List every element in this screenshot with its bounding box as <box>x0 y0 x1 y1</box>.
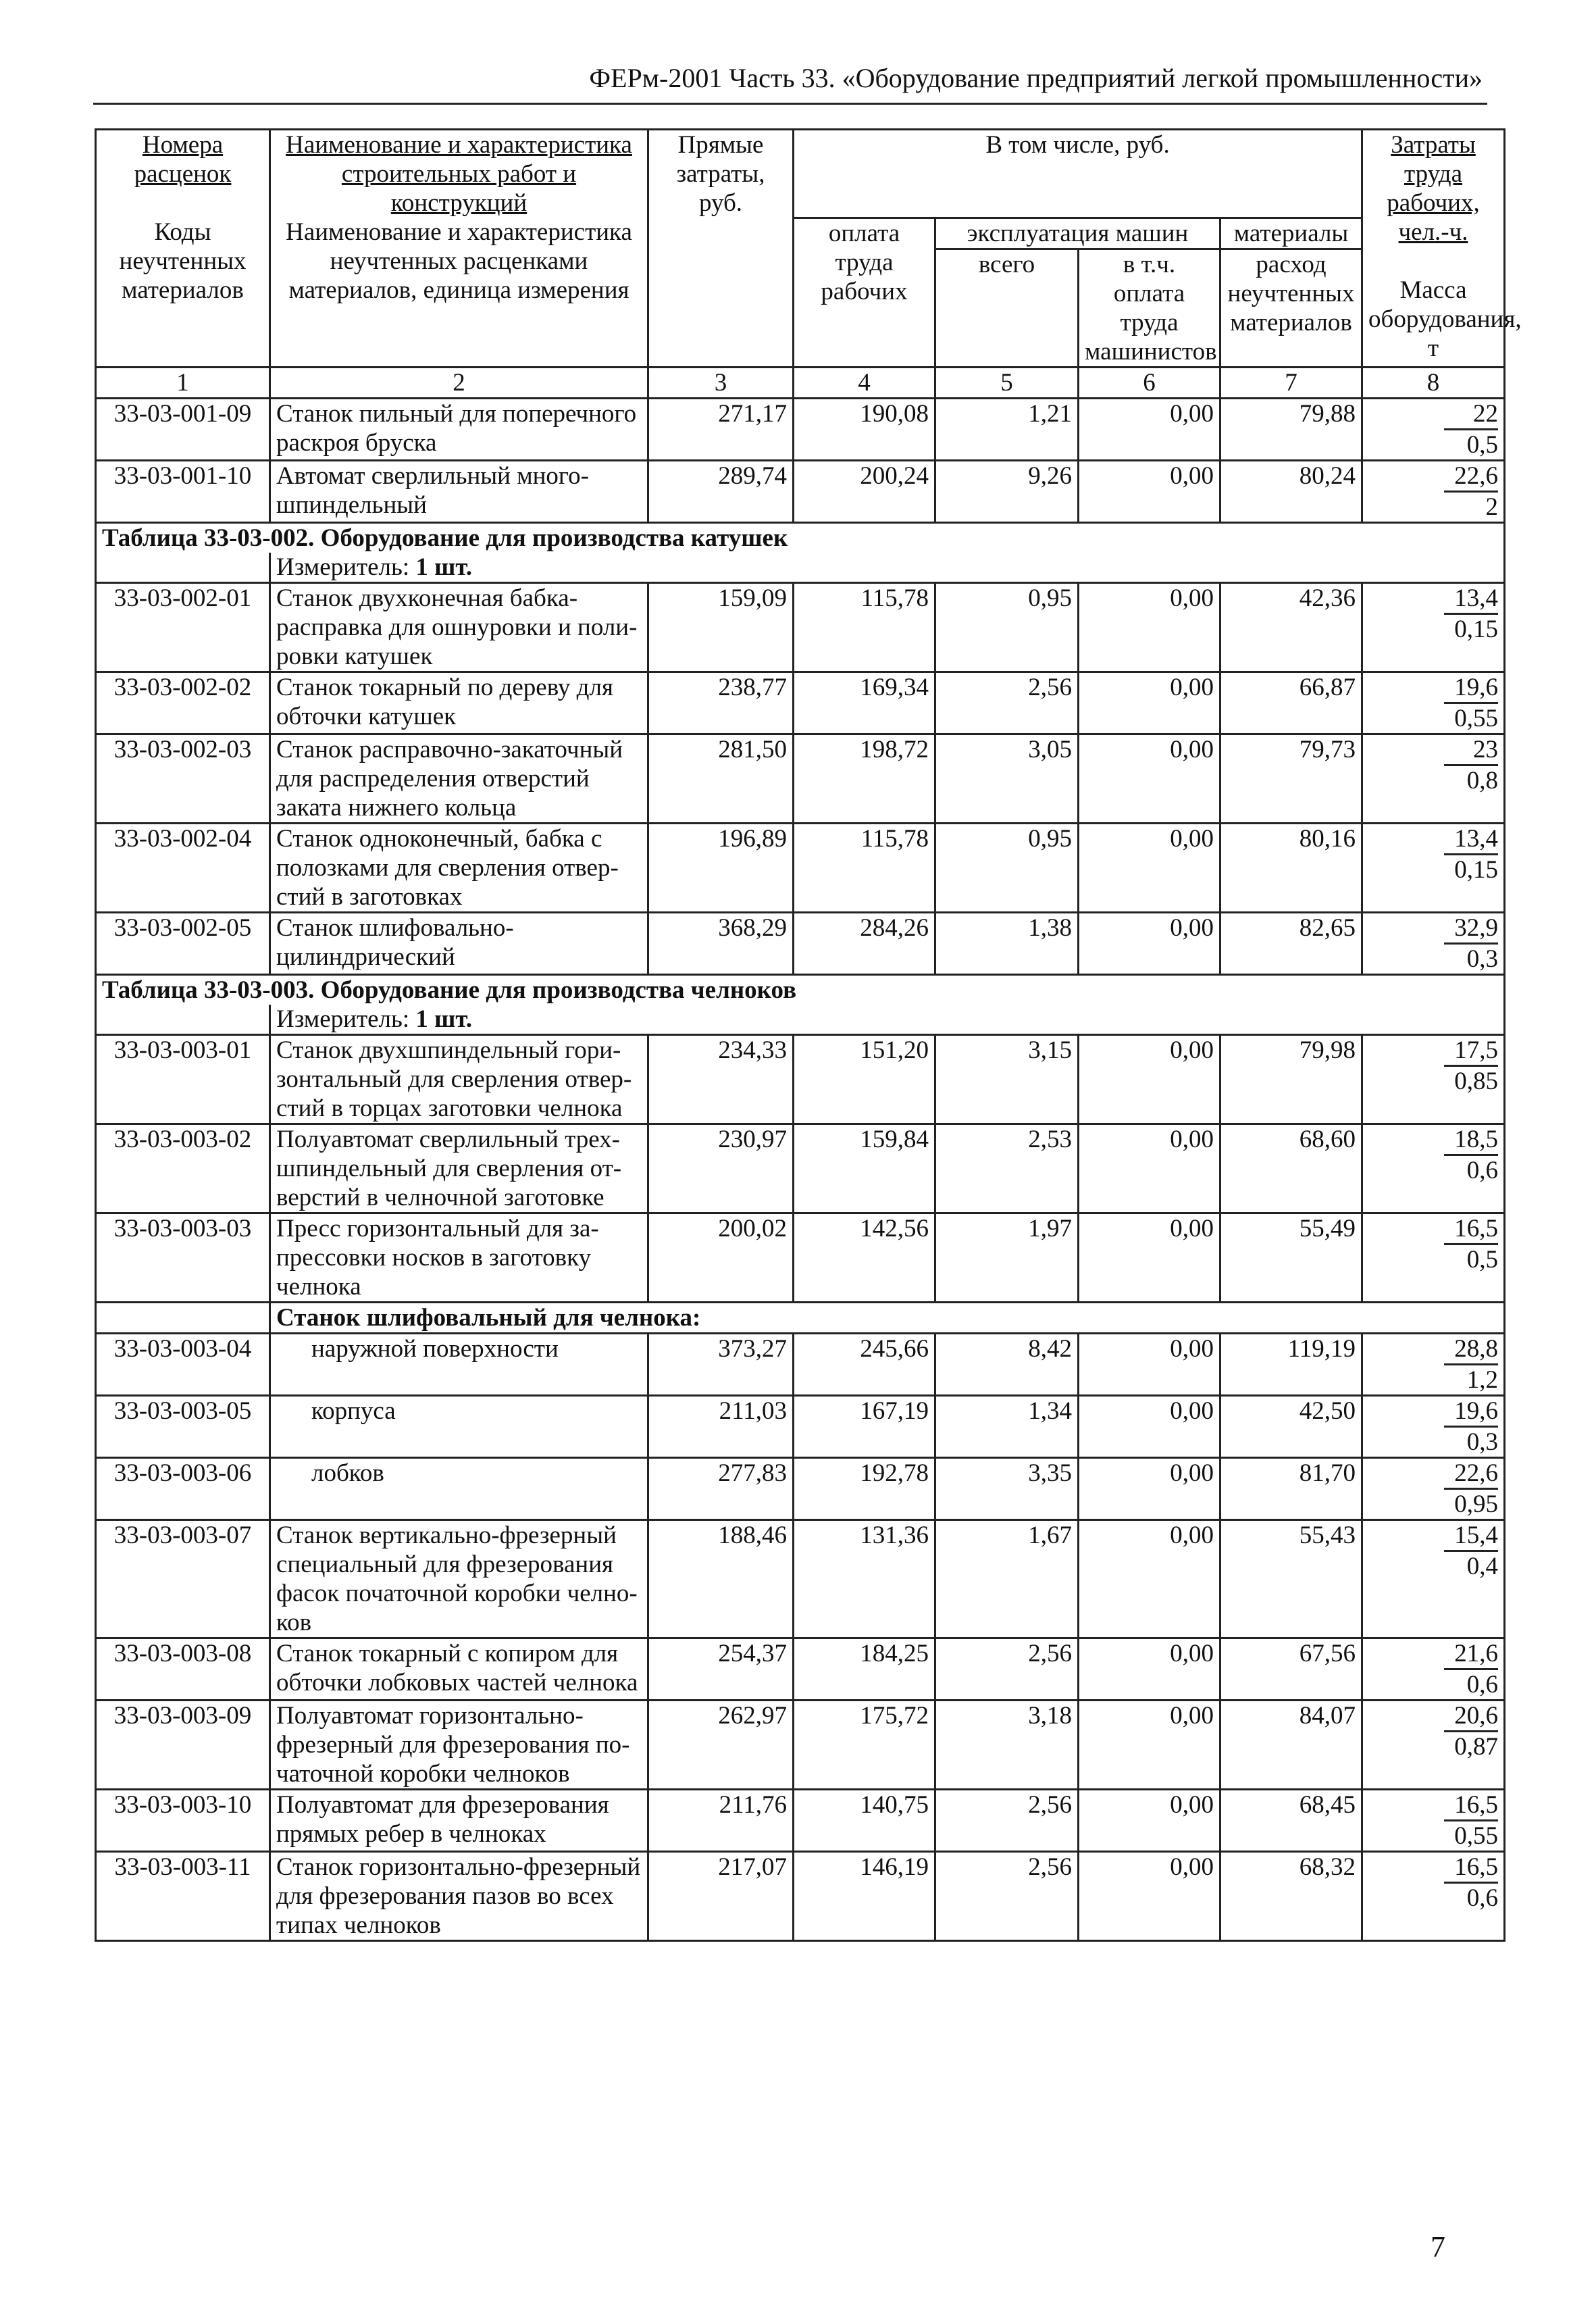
rate-code: 33-03-003-04 <box>96 1333 270 1395</box>
table-title: Таблица 33-03-003. Оборудование для производства челноков <box>96 974 1505 1005</box>
direct-cost: 230,97 <box>648 1124 794 1213</box>
header-row-1 <box>96 130 1505 218</box>
header-direct-costs: Прямые затраты, руб. <box>648 130 794 368</box>
labor-hours: 19,6 <box>1444 673 1498 704</box>
work-name-line: Полуавтомат для фрезерования <box>276 1790 609 1819</box>
column-number: 8 <box>1362 367 1505 398</box>
labor-mass <box>1362 1395 1505 1457</box>
work-name-line: стий в торцах заготовки челнока <box>276 1094 623 1122</box>
work-name-line: обточки лобковых частей челнока <box>276 1668 638 1696</box>
equipment-mass: 0,3 <box>1466 945 1499 973</box>
labor-mass <box>1362 1124 1505 1213</box>
materials-cost: 81,70 <box>1220 1457 1362 1519</box>
materials-cost: 80,16 <box>1220 823 1362 912</box>
equipment-mass: 0,6 <box>1466 1156 1499 1184</box>
header-rate-numbers: Номера расценок <box>96 130 270 218</box>
meter <box>270 553 1505 583</box>
work-name-line: Станок расправочно-закаточный <box>276 735 623 763</box>
rate-code: 33-03-003-05 <box>96 1395 270 1457</box>
rate-code: 33-03-003-07 <box>96 1519 270 1638</box>
rate-code: 33-03-002-05 <box>96 912 270 974</box>
header-material-codes: Коды неучтенных материалов <box>96 218 270 367</box>
labor-mass <box>1362 398 1505 460</box>
labor-mass <box>1362 823 1505 912</box>
materials-cost: 66,87 <box>1220 672 1362 734</box>
equipment-mass: 0,85 <box>1454 1067 1499 1095</box>
operators-cost: 0,00 <box>1079 1395 1220 1457</box>
labor-mass <box>1362 1457 1505 1519</box>
labor-hours: 17,5 <box>1444 1036 1498 1067</box>
labor-hours: 22,6 <box>1444 1459 1498 1490</box>
machines-cost: 3,15 <box>935 1034 1079 1124</box>
work-name <box>270 1457 648 1519</box>
work-name-line: шпиндельный <box>276 491 427 519</box>
work-name-line: зонтальный для сверления отвер- <box>276 1065 632 1093</box>
equipment-mass: 0,3 <box>1466 1428 1499 1456</box>
machines-cost: 9,26 <box>935 460 1079 522</box>
materials-cost: 42,36 <box>1220 582 1362 672</box>
materials-cost: 79,73 <box>1220 734 1362 823</box>
work-name-line: Полуавтомат сверлильный трех- <box>276 1125 621 1153</box>
materials-cost: 68,60 <box>1220 1124 1362 1213</box>
table-row <box>96 582 1505 672</box>
machines-cost: 2,56 <box>935 1789 1079 1851</box>
work-name-line: заката нижнего кольца <box>276 793 517 822</box>
labor-mass <box>1362 1333 1505 1395</box>
rate-code: 33-03-002-03 <box>96 734 270 823</box>
work-name-line: фасок початочной коробки челно- <box>276 1579 638 1607</box>
machines-cost: 8,42 <box>935 1333 1079 1395</box>
work-name-line: для распределения отверстий <box>276 764 590 793</box>
work-name <box>270 460 648 522</box>
wage-cost: 131,36 <box>794 1519 935 1638</box>
direct-cost: 200,02 <box>648 1213 794 1302</box>
direct-cost: 196,89 <box>648 823 794 912</box>
header-labor-mass: Затраты труда рабочих, чел.-ч. Масса оборудования, т <box>1362 130 1505 368</box>
direct-cost: 289,74 <box>648 460 794 522</box>
rate-code: 33-03-003-06 <box>96 1457 270 1519</box>
work-name-line: Станок токарный по дереву для <box>276 673 613 701</box>
rate-code: 33-03-003-11 <box>96 1851 270 1940</box>
materials-cost: 79,98 <box>1220 1034 1362 1124</box>
equipment-mass: 0,6 <box>1466 1670 1499 1699</box>
rate-code: 33-03-002-01 <box>96 582 270 672</box>
materials-cost: 68,32 <box>1220 1851 1362 1940</box>
table-row <box>96 460 1505 522</box>
meter-label: Измеритель: <box>276 1005 410 1033</box>
work-name-line: полозками для сверления отвер- <box>276 853 619 882</box>
work-name-line: корпуса <box>311 1397 396 1425</box>
work-name <box>270 1213 648 1302</box>
table-003-title-row <box>96 974 1505 1005</box>
direct-cost: 271,17 <box>648 398 794 460</box>
rate-code: 33-03-003-03 <box>96 1213 270 1302</box>
table-row <box>96 1851 1505 1940</box>
labor-hours: 16,5 <box>1444 1853 1498 1884</box>
wage-cost: 167,19 <box>794 1395 935 1457</box>
wage-cost: 175,72 <box>794 1700 935 1789</box>
labor-hours: 16,5 <box>1444 1214 1498 1245</box>
materials-cost: 42,50 <box>1220 1395 1362 1457</box>
direct-cost: 262,97 <box>648 1700 794 1789</box>
machines-cost: 3,05 <box>935 734 1079 823</box>
work-name <box>270 1700 648 1789</box>
machines-cost: 1,97 <box>935 1213 1079 1302</box>
work-name-line: стий в заготовках <box>276 882 463 911</box>
table-row <box>96 1789 1505 1851</box>
work-name-line: раскроя бруска <box>276 428 437 457</box>
labor-mass <box>1362 1789 1505 1851</box>
wage-cost: 192,78 <box>794 1457 935 1519</box>
labor-hours: 19,6 <box>1444 1397 1498 1428</box>
table-row <box>96 1395 1505 1457</box>
work-name-line: Станок двухшпиндельный гори- <box>276 1036 621 1064</box>
machines-cost: 0,95 <box>935 582 1079 672</box>
equipment-mass: 0,15 <box>1454 615 1499 643</box>
wage-cost: 198,72 <box>794 734 935 823</box>
work-name <box>270 1034 648 1124</box>
work-name-line: расправка для ошнуровки и поли- <box>276 613 638 641</box>
rate-code: 33-03-003-09 <box>96 1700 270 1789</box>
meter-value: 1 шт. <box>415 1005 473 1033</box>
operators-cost: 0,00 <box>1079 672 1220 734</box>
work-name-line: для фрезерования пазов во всех <box>276 1882 614 1910</box>
labor-hours: 28,8 <box>1444 1334 1498 1365</box>
work-name-line: фрезерный для фрезерования по- <box>276 1730 630 1759</box>
wage-cost: 190,08 <box>794 398 935 460</box>
materials-cost: 80,24 <box>1220 460 1362 522</box>
machines-cost: 0,95 <box>935 823 1079 912</box>
materials-cost: 79,88 <box>1220 398 1362 460</box>
labor-hours: 32,9 <box>1444 913 1498 945</box>
direct-cost: 234,33 <box>648 1034 794 1124</box>
table-row <box>96 398 1505 460</box>
rate-code: 33-03-002-02 <box>96 672 270 734</box>
operators-cost: 0,00 <box>1079 823 1220 912</box>
column-number: 7 <box>1220 367 1362 398</box>
subheading-row <box>96 1302 1505 1333</box>
header-material-names: Наименование и характеристика неучтенных расценками материалов, единица измерения <box>270 218 648 367</box>
work-name <box>270 1851 648 1940</box>
direct-cost: 281,50 <box>648 734 794 823</box>
work-name-line: челнока <box>276 1272 361 1301</box>
operators-cost: 0,00 <box>1079 1789 1220 1851</box>
equipment-mass: 0,15 <box>1454 855 1499 884</box>
work-name-line: Пресс горизонтальный для за- <box>276 1214 599 1242</box>
work-name <box>270 1333 648 1395</box>
work-name <box>270 398 648 460</box>
column-number: 2 <box>270 367 648 398</box>
wage-cost: 146,19 <box>794 1851 935 1940</box>
estimate-table <box>95 128 1522 1942</box>
equipment-mass: 0,8 <box>1466 766 1499 795</box>
machines-cost: 1,21 <box>935 398 1079 460</box>
rate-code: 33-03-002-04 <box>96 823 270 912</box>
work-name-line: верстий в челночной заготовке <box>276 1183 604 1211</box>
work-name-line: прессовки носков в заготовку <box>276 1243 592 1272</box>
wage-cost: 151,20 <box>794 1034 935 1124</box>
page-number: 7 <box>1431 2230 1445 2263</box>
table-row <box>96 823 1505 912</box>
operators-cost: 0,00 <box>1079 1700 1220 1789</box>
direct-cost: 238,77 <box>648 672 794 734</box>
rate-code: 33-03-003-08 <box>96 1638 270 1700</box>
equipment-mass: 0,95 <box>1454 1490 1499 1518</box>
table-row <box>96 734 1505 823</box>
operators-cost: 0,00 <box>1079 912 1220 974</box>
operators-cost: 0,00 <box>1079 1519 1220 1638</box>
meter-row <box>96 1005 1505 1035</box>
machines-cost: 3,35 <box>935 1457 1079 1519</box>
table-002-title-row <box>96 522 1505 553</box>
equipment-mass: 2 <box>1485 493 1499 521</box>
work-name-line: ровки катушек <box>276 642 433 670</box>
wage-cost: 284,26 <box>794 912 935 974</box>
equipment-mass: 0,4 <box>1466 1552 1499 1580</box>
labor-hours: 18,5 <box>1444 1125 1498 1156</box>
work-name-line: специальный для фрезерования <box>276 1550 614 1578</box>
work-name-line: шпиндельный для сверления от- <box>276 1154 622 1182</box>
labor-hours: 20,6 <box>1444 1701 1498 1732</box>
operators-cost: 0,00 <box>1079 582 1220 672</box>
machines-cost: 1,34 <box>935 1395 1079 1457</box>
column-number: 1 <box>96 367 270 398</box>
labor-mass <box>1362 460 1505 522</box>
labor-mass <box>1362 734 1505 823</box>
rate-code: 33-03-001-10 <box>96 460 270 522</box>
work-name-line: Станок одноконечный, бабка с <box>276 824 602 853</box>
wage-cost: 169,34 <box>794 672 935 734</box>
labor-mass <box>1362 582 1505 672</box>
labor-hours: 16,5 <box>1444 1790 1498 1821</box>
column-number: 4 <box>794 367 935 398</box>
materials-cost: 55,43 <box>1220 1519 1362 1638</box>
meter-row <box>96 553 1505 583</box>
operators-cost: 0,00 <box>1079 398 1220 460</box>
work-name <box>270 734 648 823</box>
work-name-line: Станок токарный с копиром для <box>276 1639 619 1667</box>
operators-cost: 0,00 <box>1079 1034 1220 1124</box>
work-name <box>270 582 648 672</box>
equipment-mass: 0,55 <box>1454 704 1499 732</box>
column-numbers-row <box>96 367 1505 398</box>
work-name <box>270 1638 648 1700</box>
column-number: 3 <box>648 367 794 398</box>
operators-cost: 0,00 <box>1079 460 1220 522</box>
labor-mass <box>1362 1851 1505 1940</box>
labor-hours: 22 <box>1444 399 1498 430</box>
operators-cost: 0,00 <box>1079 1213 1220 1302</box>
materials-cost: 67,56 <box>1220 1638 1362 1700</box>
operators-cost: 0,00 <box>1079 734 1220 823</box>
labor-mass <box>1362 1213 1505 1302</box>
work-name <box>270 1124 648 1213</box>
wage-cost: 200,24 <box>794 460 935 522</box>
header-machines-total: всего <box>935 249 1079 367</box>
work-name-line: Станок горизонтально-фрезерный <box>276 1853 641 1881</box>
materials-cost: 84,07 <box>1220 1700 1362 1789</box>
column-number: 6 <box>1079 367 1220 398</box>
running-head: ФЕРм-2001 Часть 33. «Оборудование предприятий легкой промышленности» <box>589 63 1483 93</box>
labor-hours: 13,4 <box>1444 584 1498 615</box>
work-name-line: типах челноков <box>276 1911 441 1939</box>
labor-hours: 21,6 <box>1444 1639 1498 1670</box>
equipment-mass: 0,5 <box>1466 430 1499 459</box>
machines-cost: 1,38 <box>935 912 1079 974</box>
table-row <box>96 912 1505 974</box>
work-name <box>270 1519 648 1638</box>
direct-cost: 217,07 <box>648 1851 794 1940</box>
labor-mass <box>1362 1638 1505 1700</box>
work-name-line: Станок шлифовально- <box>276 913 514 942</box>
machines-cost: 3,18 <box>935 1700 1079 1789</box>
meter-spacer <box>96 553 270 583</box>
header-work-name: Наименование и характеристика строительных работ и конструкций <box>270 130 648 218</box>
work-name-line: лобков <box>311 1459 384 1487</box>
wage-cost: 159,84 <box>794 1124 935 1213</box>
operators-cost: 0,00 <box>1079 1457 1220 1519</box>
rate-code: 33-03-003-10 <box>96 1789 270 1851</box>
materials-cost: 55,49 <box>1220 1213 1362 1302</box>
table-row <box>96 1519 1505 1638</box>
column-number: 5 <box>935 367 1079 398</box>
machines-cost: 1,67 <box>935 1519 1079 1638</box>
wage-cost: 184,25 <box>794 1638 935 1700</box>
labor-hours: 23 <box>1444 735 1498 766</box>
table-row <box>96 1213 1505 1302</box>
direct-cost: 188,46 <box>648 1519 794 1638</box>
header-row-2 <box>96 218 1505 249</box>
meter-label: Измеритель: <box>276 553 410 581</box>
work-name <box>270 1789 648 1851</box>
equipment-mass: 0,5 <box>1466 1245 1499 1274</box>
operators-cost: 0,00 <box>1079 1124 1220 1213</box>
labor-mass <box>1362 1519 1505 1638</box>
direct-cost: 254,37 <box>648 1638 794 1700</box>
header-unaccounted-materials: расход неучтенных материалов <box>1220 249 1362 367</box>
direct-cost: 277,83 <box>648 1457 794 1519</box>
direct-cost: 368,29 <box>648 912 794 974</box>
labor-hours: 15,4 <box>1444 1521 1498 1552</box>
direct-cost: 211,03 <box>648 1395 794 1457</box>
operators-cost: 0,00 <box>1079 1851 1220 1940</box>
work-name-line: наружной поверхности <box>311 1334 559 1363</box>
work-name <box>270 672 648 734</box>
machines-cost: 2,56 <box>935 672 1079 734</box>
work-name-line: Станок пильный для поперечного <box>276 399 637 428</box>
header-operators-wage: в т.ч. оплата труда машинистов <box>1079 249 1220 367</box>
equipment-mass: 1,2 <box>1466 1365 1499 1394</box>
table-row <box>96 1333 1505 1395</box>
meter-spacer <box>96 1005 270 1035</box>
header-wage: оплата труда рабочих <box>794 218 935 367</box>
work-name-line: Полуавтомат горизонтально- <box>276 1701 584 1730</box>
equipment-mass: 0,6 <box>1466 1884 1499 1912</box>
materials-cost: 68,45 <box>1220 1789 1362 1851</box>
direct-cost: 159,09 <box>648 582 794 672</box>
labor-mass <box>1362 672 1505 734</box>
materials-cost: 119,19 <box>1220 1333 1362 1395</box>
rate-code: 33-03-003-01 <box>96 1034 270 1124</box>
header-group: В том числе, руб. <box>794 130 1362 218</box>
equipment-mass: 0,55 <box>1454 1821 1499 1850</box>
header-machines: эксплуатация машин <box>935 218 1220 249</box>
work-name-line: обточки катушек <box>276 702 457 730</box>
work-name-line: чаточной коробки челноков <box>276 1759 570 1788</box>
rate-code: 33-03-003-02 <box>96 1124 270 1213</box>
direct-cost: 373,27 <box>648 1333 794 1395</box>
table-row <box>96 1638 1505 1700</box>
direct-cost: 211,76 <box>648 1789 794 1851</box>
meter-value: 1 шт. <box>415 553 473 581</box>
work-name-line: прямых ребер в челноках <box>276 1819 546 1848</box>
labor-hours: 13,4 <box>1444 824 1498 855</box>
wage-cost: 115,78 <box>794 582 935 672</box>
work-name-line: Станок двухконечная бабка- <box>276 584 578 612</box>
labor-hours: 22,6 <box>1444 461 1498 493</box>
operators-cost: 0,00 <box>1079 1638 1220 1700</box>
work-name-line: Автомат сверлильный много- <box>276 461 590 490</box>
labor-mass <box>1362 1034 1505 1124</box>
table-row <box>96 1034 1505 1124</box>
work-name <box>270 1395 648 1457</box>
subheading-spacer <box>96 1302 270 1333</box>
wage-cost: 115,78 <box>794 823 935 912</box>
table-row <box>96 1457 1505 1519</box>
work-name-line: цилиндрический <box>276 942 455 971</box>
meter <box>270 1005 1505 1035</box>
table-title: Таблица 33-03-002. Оборудование для производства катушек <box>96 522 1505 553</box>
work-name <box>270 912 648 974</box>
operators-cost: 0,00 <box>1079 1333 1220 1395</box>
wage-cost: 140,75 <box>794 1789 935 1851</box>
table-row <box>96 672 1505 734</box>
materials-cost: 82,65 <box>1220 912 1362 974</box>
machines-cost: 2,56 <box>935 1638 1079 1700</box>
subheading: Станок шлифовальный для челнока: <box>270 1302 1505 1333</box>
rate-code: 33-03-001-09 <box>96 398 270 460</box>
machines-cost: 2,56 <box>935 1851 1079 1940</box>
work-name-line: ков <box>276 1608 312 1636</box>
labor-mass <box>1362 912 1505 974</box>
wage-cost: 142,56 <box>794 1213 935 1302</box>
equipment-mass: 0,87 <box>1454 1732 1499 1761</box>
wage-cost: 245,66 <box>794 1333 935 1395</box>
labor-mass <box>1362 1700 1505 1789</box>
header-materials: материалы <box>1220 218 1362 249</box>
work-name <box>270 823 648 912</box>
work-name-line: Станок вертикально-фрезерный <box>276 1521 617 1549</box>
header-rule <box>93 103 1487 105</box>
table-row <box>96 1700 1505 1789</box>
machines-cost: 2,53 <box>935 1124 1079 1213</box>
table-row <box>96 1124 1505 1213</box>
